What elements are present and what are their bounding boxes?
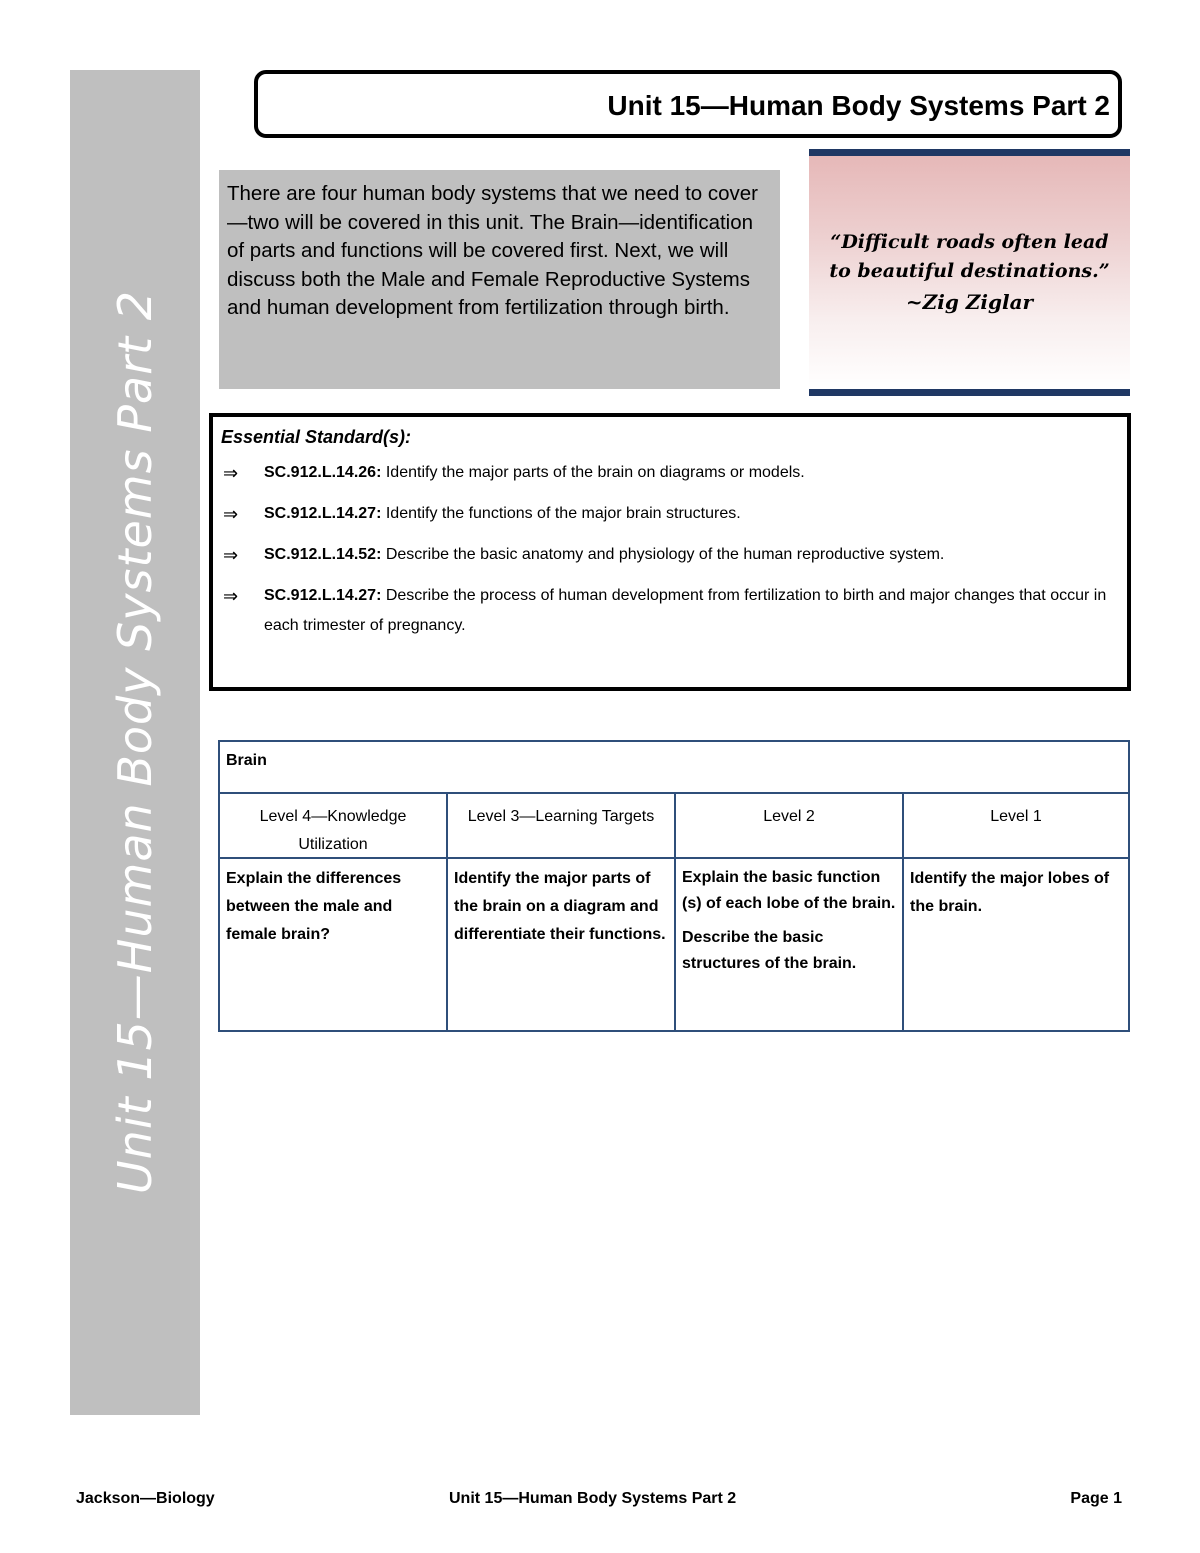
level2-item: Describe the basic structures of the brain. <box>682 929 857 972</box>
standard-code: SC.912.L.14.52: <box>264 546 382 563</box>
table-cell-level4: Explain the differences between the male and female brain? <box>226 870 402 943</box>
footer-left: Jackson—Biology <box>76 1490 215 1507</box>
standards-heading: Essential Standard(s): <box>221 427 412 447</box>
intro-text: There are four human body systems that we need to cover—two will be covered in this unit. The Brain—identification of parts and functions will be covered first. Next, we will discuss both the Male and Female Reproductive Systems and human development from fertilization through birth. <box>227 182 758 319</box>
footer-center: Unit 15—Human Body Systems Part 2 <box>449 1490 737 1507</box>
standard-item <box>221 458 1119 488</box>
table-header-level3: Level 3—Learning Targets <box>467 808 655 825</box>
page-title: Unit 15—Human Body Systems Part 2 <box>607 90 1110 121</box>
essential-standards-box <box>209 413 1131 691</box>
quote-box <box>809 149 1130 396</box>
standard-text: Describe the process of human development from fertilization to birth and major changes that occur in each trimester of pregnancy. <box>264 587 1107 634</box>
quote-author: ~Zig Ziglar <box>905 290 1034 314</box>
learning-scale-table <box>218 740 1130 1032</box>
arrow-icon: ⇒ <box>223 504 239 524</box>
arrow-icon: ⇒ <box>223 586 239 606</box>
intro-box <box>219 170 780 389</box>
standard-text: Identify the functions of the major brain structures. <box>381 505 741 522</box>
table-header-level1: Level 1 <box>990 808 1042 825</box>
table-header-level4: Level 4—Knowledge Utilization <box>259 808 407 853</box>
standard-text: Identify the major parts of the brain on diagrams or models. <box>381 464 805 481</box>
arrow-icon: ⇒ <box>223 463 239 483</box>
table-cell-level1: Identify the major lobes of the brain. <box>910 870 1110 915</box>
table-header-level2: Level 2 <box>763 808 815 825</box>
standard-code: SC.912.L.14.27: <box>264 505 382 522</box>
standard-item <box>221 581 1119 641</box>
arrow-icon: ⇒ <box>223 545 239 565</box>
standard-text: Describe the basic anatomy and physiology of the human reproductive system. <box>381 546 945 563</box>
standard-code: SC.912.L.14.26: <box>264 464 382 481</box>
standard-item <box>221 499 1119 529</box>
side-banner-title: Unit 15—Human Body Systems Part 2 <box>108 290 162 1194</box>
table-cell-level3: Identify the major parts of the brain on a diagram and differentiate their functions. <box>454 870 666 943</box>
level2-item: Explain the basic function (s) of each lobe of the brain. <box>682 869 896 912</box>
quote-text: “Difficult roads often lead to beautiful destinations.” <box>829 231 1110 282</box>
table-section-title: Brain <box>220 742 1128 794</box>
standard-code: SC.912.L.14.27: <box>264 587 382 604</box>
table-cell-level2 <box>676 859 902 1032</box>
title-box <box>254 70 1122 138</box>
footer-page-number: Page 1 <box>1070 1490 1122 1507</box>
standard-item <box>221 540 1119 570</box>
